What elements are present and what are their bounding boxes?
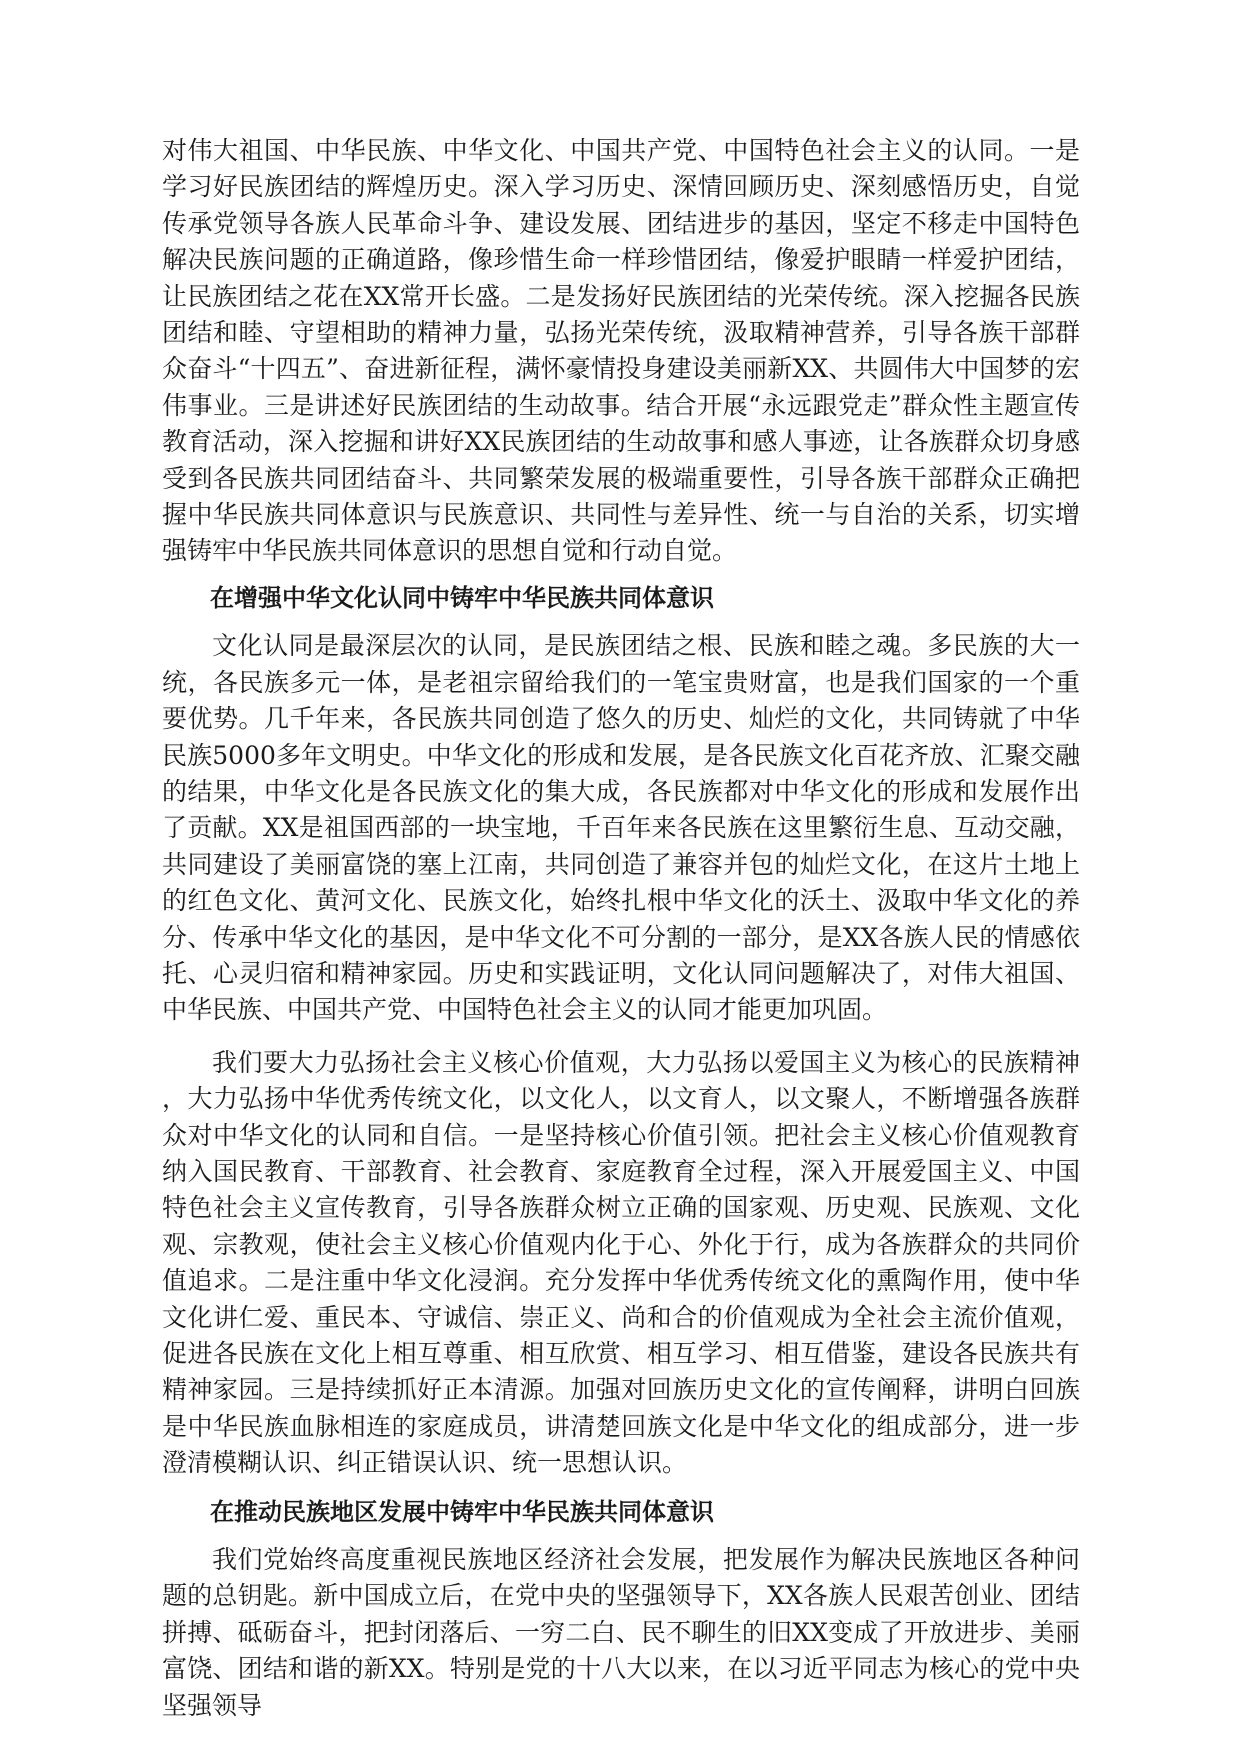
section-heading-regional-development: 在推动民族地区发展中铸牢中华民族共同体意识 bbox=[210, 1497, 714, 1526]
paragraph-cultural-identity: 文化认同是最深层次的认同，是民族团结之根、民族和睦之魂。多民族的大一统，各民族多元一体，是老祖宗留给我们的一笔宝贵财富，也是我们国家的一个重要优势。几千年来，各民族共同创造了悠久的历史、灿烂的文化，共同铸就了中华民族5000多年文明史。中华文化的形成和发展，是各民族文化百花齐放、汇聚交融的结果，中华文化是各民族文化的集大成，各民族都对中华文化的形成和发展作出了贡献。XX是祖国西部的一块宝地，千百年来各民族在这里繁衍生息、互动交融，共同建设了美丽富饶的塞上江南，共同创造了兼容并包的灿烂文化，在这片土地上的红色文化、黄河文化、民族文化，始终扎根中华文化的沃土、汲取中华文化的养分、传承中华文化的基因，是中华文化不可分割的一部分，是XX各族人民的情感依托、心灵归宿和精神家园。历史和实践证明，文化认同问题解决了，对伟大祖国、中华民族、中国共产党、中国特色社会主义的认同才能更加巩固。 bbox=[162, 631, 1080, 1025]
section-heading-cultural-identity: 在增强中华文化认同中铸牢中华民族共同体意识 bbox=[210, 583, 714, 612]
paragraph-continuation: 对伟大祖国、中华民族、中华文化、中国共产党、中国特色社会主义的认同。一是学习好民族团结的辉煌历史。深入学习历史、深情回顾历史、深刻感悟历史，自觉传承党领导各族人民革命斗争、建设发展、团结进步的基因，坚定不移走中国特色解决民族问题的正确道路，像珍惜生命一样珍惜团结，像爱护眼睛一样爱护团结，让民族团结之花在XX常开长盛。二是发扬好民族团结的光荣传统。深入挖掘各民族团结和睦、守望相助的精神力量，弘扬光荣传统，汲取精神营养，引导各族干部群众奋斗“十四五”、奋进新征程，满怀豪情投身建设美丽新XX、共圆伟大中国梦的宏伟事业。三是讲述好民族团结的生动故事。结合开展“永远跟党走”群众性主题宣传教育活动，深入挖掘和讲好XX民族团结的生动故事和感人事迹，让各族群众切身感受到各民族共同团结奋斗、共同繁荣发展的极端重要性，引导各族干部群众正确把握中华民族共同体意识与民族意识、共同性与差异性、统一与自治的关系，切实增强铸牢中华民族共同体意识的思想自觉和行动自觉。 bbox=[162, 136, 1080, 566]
paragraph-regional-development: 我们党始终高度重视民族地区经济社会发展，把发展作为解决民族地区各种问题的总钥匙。新中国成立后，在党中央的坚强领导下，XX各族人民艰苦创业、团结拼搏、砥砺奋斗，把封闭落后、一穷二白、民不聊生的旧XX变成了开放进步、美丽富饶、团结和谐的新XX。特别是党的十八大以来，在以习近平同志为核心的党中央坚强领导 bbox=[162, 1545, 1080, 1720]
paragraph-core-values: 我们要大力弘扬社会主义核心价值观，大力弘扬以爱国主义为核心的民族精神，大力弘扬中华优秀传统文化，以文化人，以文育人，以文聚人，不断增强各族群众对中华文化的认同和自信。一是坚持核心价值引领。把社会主义核心价值观教育纳入国民教育、干部教育、社会教育、家庭教育全过程，深入开展爱国主义、中国特色社会主义宣传教育，引导各族群众树立正确的国家观、历史观、民族观、文化观、宗教观，使社会主义核心价值观内化于心、外化于行，成为各族群众的共同价值追求。二是注重中华文化浸润。充分发挥中华优秀传统文化的熏陶作用，使中华文化讲仁爱、重民本、守诚信、崇正义、尚和合的价值观成为全社会主流价值观，促进各民族在文化上相互尊重、相互欣赏、相互学习、相互借鉴，建设各民族共有精神家园。三是持续抓好正本清源。加强对回族历史文化的宣传阐释，讲明白回族是中华民族血脉相连的家庭成员，讲清楚回族文化是中华文化的组成部分，进一步澄清模糊认识、纠正错误认识、统一思想认识。 bbox=[162, 1047, 1080, 1478]
